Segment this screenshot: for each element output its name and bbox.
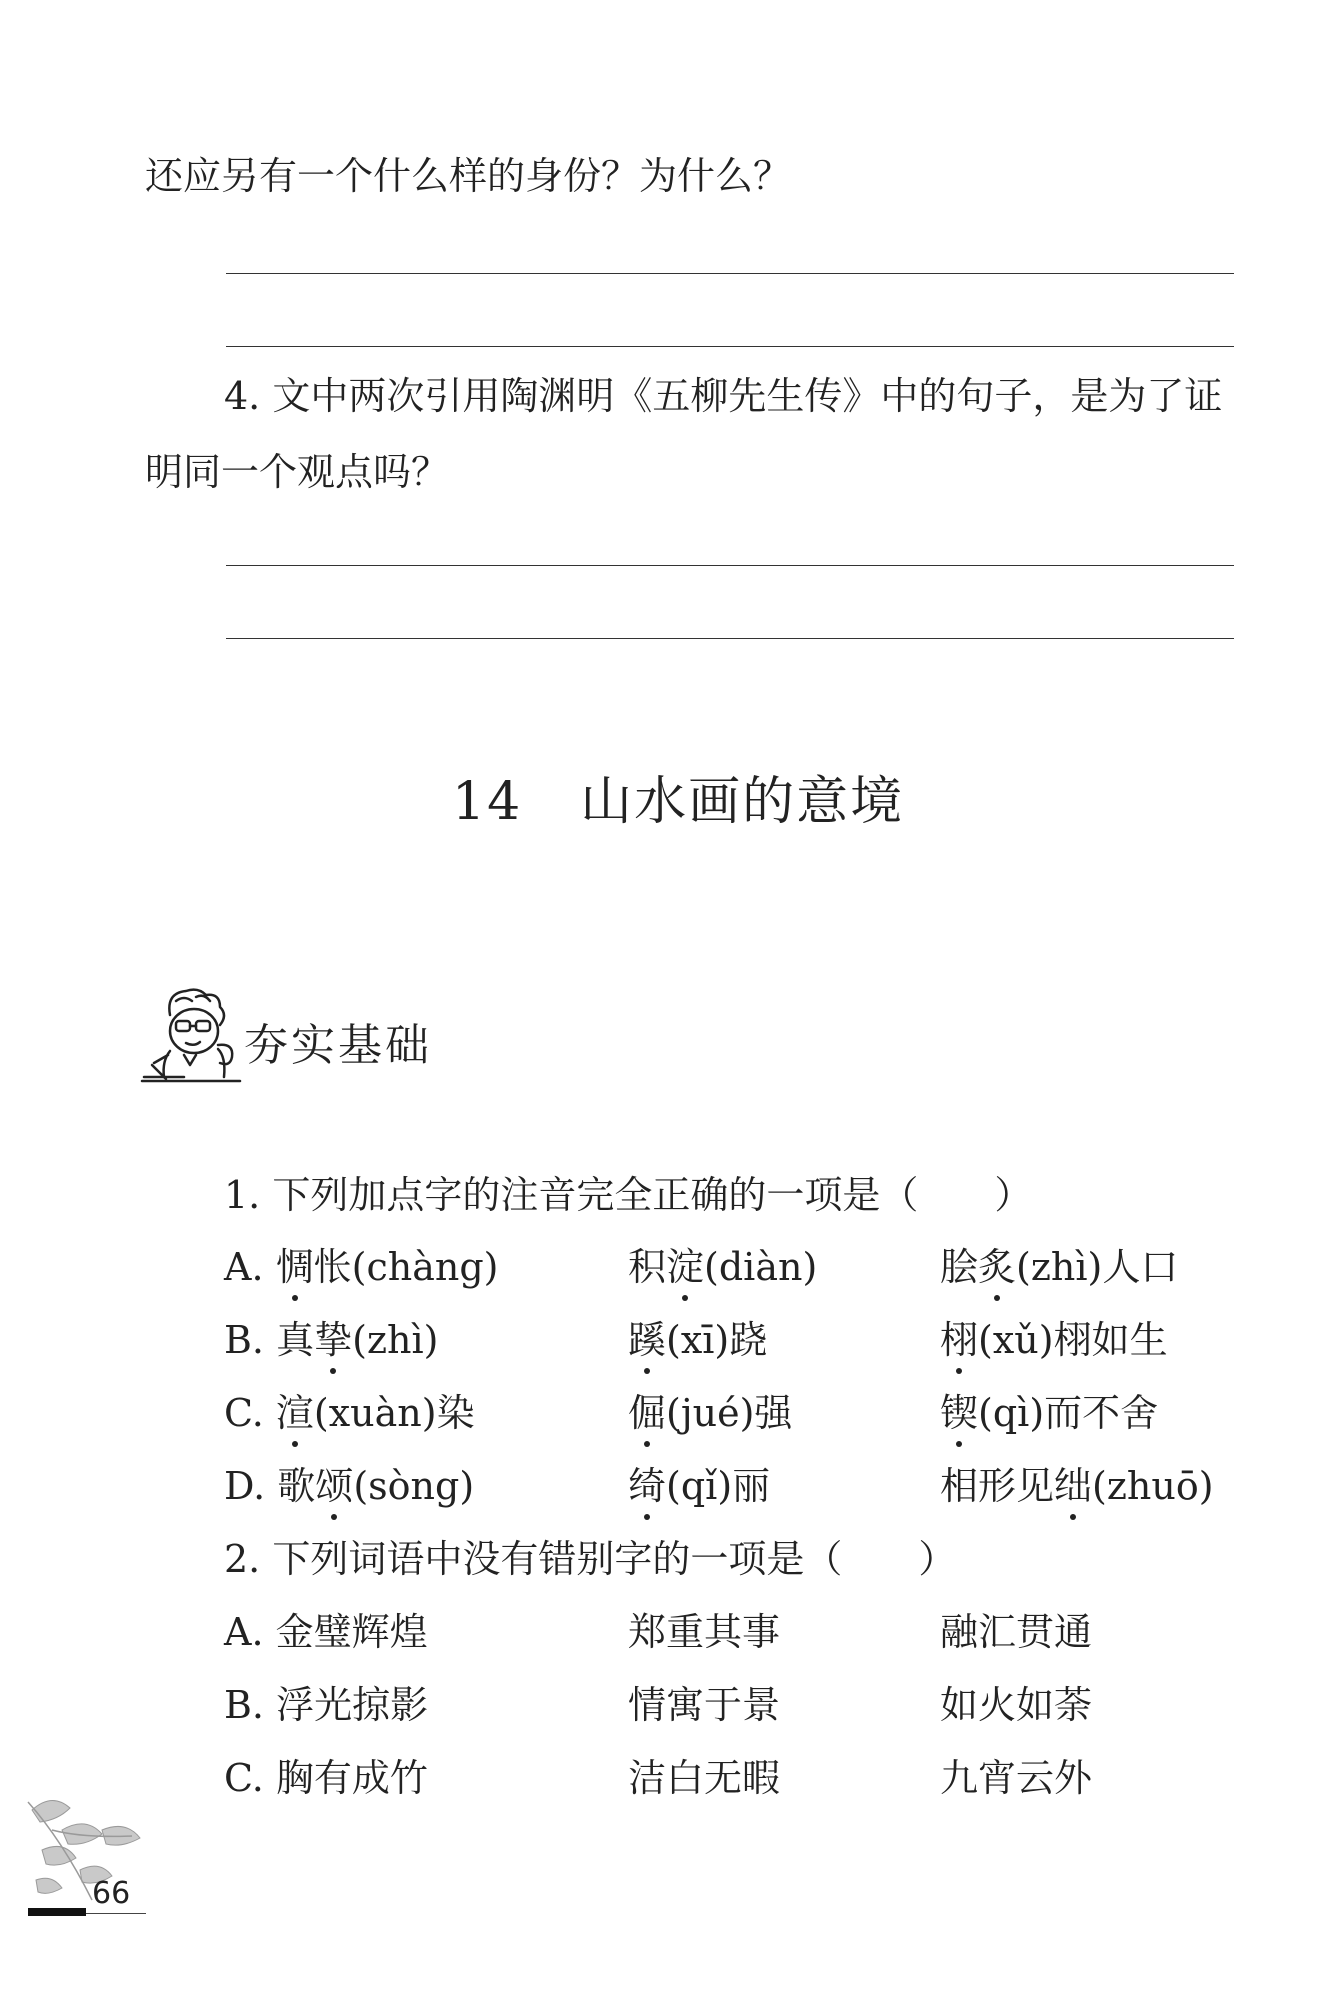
word-text: 浮光掠影 bbox=[276, 1683, 429, 1727]
pinyin-text: (qì)而不舍 bbox=[978, 1391, 1159, 1435]
option-letter: D. bbox=[224, 1464, 266, 1508]
option-letter: B. bbox=[224, 1683, 265, 1727]
option-d-word-2 bbox=[628, 1462, 770, 1510]
option-c bbox=[224, 1754, 428, 1802]
dotted-char: 挚 bbox=[314, 1318, 353, 1362]
section-heading: 夯实基础 bbox=[244, 1020, 432, 1071]
option-a-word-3: 融汇贯通 bbox=[940, 1610, 1093, 1654]
option-b-word-2: 情寓于景 bbox=[628, 1683, 781, 1727]
pinyin-text: (xī)跷 bbox=[666, 1318, 768, 1362]
option-b-word-3: 如火如荼 bbox=[940, 1683, 1093, 1727]
option-a-word-2 bbox=[628, 1243, 817, 1291]
word-text: 相形见 bbox=[940, 1464, 1055, 1508]
pinyin-text: (zhì) bbox=[352, 1318, 439, 1362]
question-4-line-1: 4. 文中两次引用陶渊明《五柳先生传》中的句子，是为了证 bbox=[224, 374, 1223, 418]
option-c-word-2: 洁白无暇 bbox=[628, 1756, 781, 1800]
option-letter: C. bbox=[224, 1756, 264, 1800]
pinyin-text: 怅(chàng) bbox=[313, 1245, 499, 1289]
option-c bbox=[224, 1389, 475, 1437]
option-b-word-3 bbox=[940, 1316, 1168, 1364]
answer-line bbox=[226, 638, 1234, 639]
dotted-char: 渲 bbox=[275, 1391, 314, 1435]
option-c-word-3 bbox=[940, 1389, 1158, 1437]
pinyin-text: (diàn) bbox=[704, 1245, 818, 1289]
option-c-word-3: 九宵云外 bbox=[940, 1756, 1093, 1800]
pinyin-text: (qǐ)丽 bbox=[666, 1464, 771, 1508]
answer-line bbox=[226, 273, 1234, 274]
dotted-char: 绮 bbox=[628, 1464, 667, 1508]
option-b bbox=[224, 1316, 438, 1364]
option-a bbox=[224, 1608, 428, 1656]
option-letter: B. bbox=[224, 1318, 265, 1362]
answer-line bbox=[226, 346, 1234, 347]
pinyin-text: (xǔ)栩如生 bbox=[978, 1318, 1168, 1362]
question-4-line-2: 明同一个观点吗？ bbox=[145, 450, 450, 494]
option-b bbox=[224, 1681, 428, 1729]
dotted-char: 绌 bbox=[1054, 1464, 1093, 1508]
footer-rule bbox=[86, 1913, 146, 1914]
option-a-word-3 bbox=[940, 1243, 1178, 1291]
option-b-word-2 bbox=[628, 1316, 767, 1364]
footer-bar bbox=[28, 1908, 86, 1916]
option-letter: C. bbox=[224, 1391, 264, 1435]
dotted-char: 倔 bbox=[628, 1391, 667, 1435]
word-text: 胸有成竹 bbox=[275, 1756, 428, 1800]
lesson-title bbox=[452, 770, 904, 834]
word-text: 歌 bbox=[277, 1464, 316, 1508]
word-text: 脍 bbox=[940, 1245, 979, 1289]
word-text: 真 bbox=[276, 1318, 315, 1362]
lesson-name: 山水画的意境 bbox=[580, 772, 905, 832]
option-d bbox=[224, 1462, 474, 1510]
option-letter: A. bbox=[224, 1245, 264, 1289]
page-number: 66 bbox=[92, 1876, 131, 1911]
dotted-char: 惆 bbox=[275, 1245, 314, 1289]
question-2-stem: 2. 下列词语中没有错别字的一项是（ ） bbox=[224, 1537, 957, 1581]
pinyin-text: (zhuō) bbox=[1092, 1464, 1214, 1508]
pinyin-text: (jué)强 bbox=[666, 1391, 793, 1435]
question-1-stem: 1. 下列加点字的注音完全正确的一项是（ ） bbox=[224, 1173, 1033, 1217]
answer-line bbox=[226, 565, 1234, 566]
pinyin-text: (sòng) bbox=[353, 1464, 475, 1508]
option-d-word-3 bbox=[940, 1462, 1214, 1510]
option-c-word-2 bbox=[628, 1389, 792, 1437]
dotted-char: 炙 bbox=[978, 1245, 1017, 1289]
pinyin-text: (xuàn)染 bbox=[313, 1391, 475, 1435]
pinyin-text: (zhì)人口 bbox=[1016, 1245, 1179, 1289]
option-a bbox=[224, 1243, 499, 1291]
question-3-tail: 还应另有一个什么样的身份？为什么？ bbox=[145, 154, 792, 198]
dotted-char: 栩 bbox=[940, 1318, 979, 1362]
word-text: 积 bbox=[628, 1245, 667, 1289]
dotted-char: 颂 bbox=[315, 1464, 354, 1508]
lesson-number: 14 bbox=[452, 772, 523, 832]
dotted-char: 锲 bbox=[940, 1391, 979, 1435]
option-a-word-2: 郑重其事 bbox=[628, 1610, 781, 1654]
option-letter: A. bbox=[224, 1610, 264, 1654]
dotted-char: 蹊 bbox=[628, 1318, 667, 1362]
teacher-icon bbox=[140, 985, 244, 1085]
dotted-char: 淀 bbox=[666, 1245, 705, 1289]
word-text: 金璧辉煌 bbox=[275, 1610, 428, 1654]
